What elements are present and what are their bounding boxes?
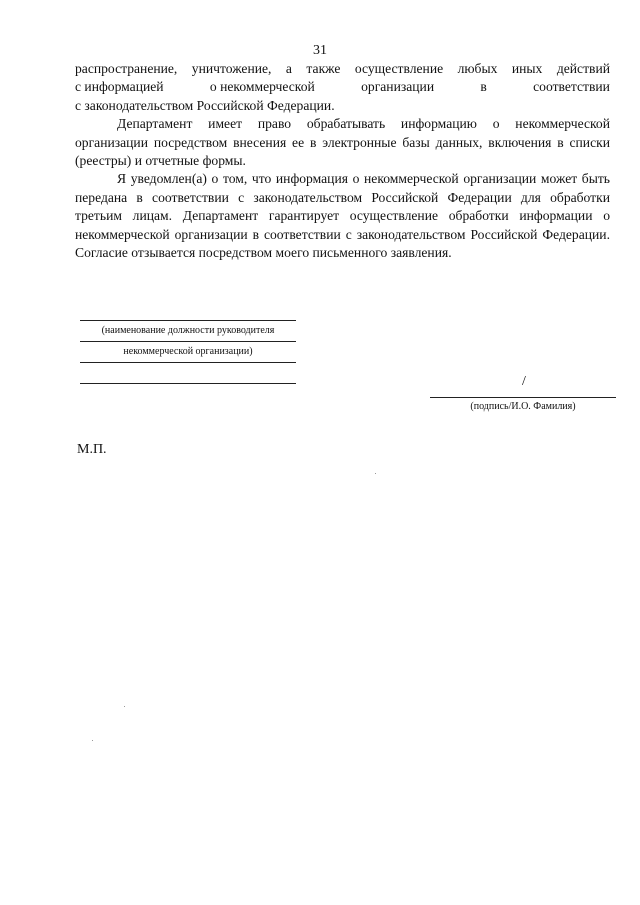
paragraph-2: Департамент имеет право обрабатывать информацию о некоммерческой организации посредством внесения ее в электронные базы данных, включения в списки (реестры) и отчетные формы. xyxy=(75,116,610,169)
position-blank xyxy=(80,366,296,383)
page-number: 31 xyxy=(313,43,327,58)
scan-speck xyxy=(124,706,125,707)
signature-slash: / xyxy=(522,374,526,389)
scan-speck xyxy=(375,473,376,474)
position-line-2 xyxy=(80,341,296,342)
document-body xyxy=(75,60,610,262)
position-signature-block xyxy=(80,320,296,384)
word: с информацией xyxy=(75,79,164,95)
signature-caption: (подпись/И.О. Фамилия) xyxy=(470,401,576,412)
scan-speck xyxy=(92,740,93,741)
position-line-3 xyxy=(80,362,296,363)
paragraph-1 xyxy=(75,60,610,115)
word: соответствии xyxy=(533,79,610,95)
paragraph-1-line-3: с законодательством Российской Федерации. xyxy=(75,97,335,113)
paragraph-1-line-2 xyxy=(75,78,610,96)
word: в xyxy=(480,79,487,95)
stamp-label: М.П. xyxy=(77,442,107,457)
word: о некоммерческой xyxy=(209,79,315,95)
signature-line xyxy=(430,397,616,398)
position-caption-1: (наименование должности руководителя xyxy=(101,325,275,336)
position-line-1 xyxy=(80,320,296,321)
position-line-4 xyxy=(80,383,296,384)
position-caption-2: некоммерческой организации) xyxy=(123,346,253,357)
paragraph-1-line-1: распространение, уничтожение, а также осуществление любых иных действий xyxy=(75,61,610,76)
word: организации xyxy=(361,79,435,95)
paragraph-3: Я уведомлен(а) о том, что информация о некоммерческой организации может быть передана в соответствии с законодательством Российской Федерации для обработки третьим лицам. Департамент гарантирует осуществление обработки информации о некоммерческой организации в соответствии с законодательством Российской Федерации. Согласие отзывается посредством моего письменного заявления. xyxy=(75,171,610,261)
